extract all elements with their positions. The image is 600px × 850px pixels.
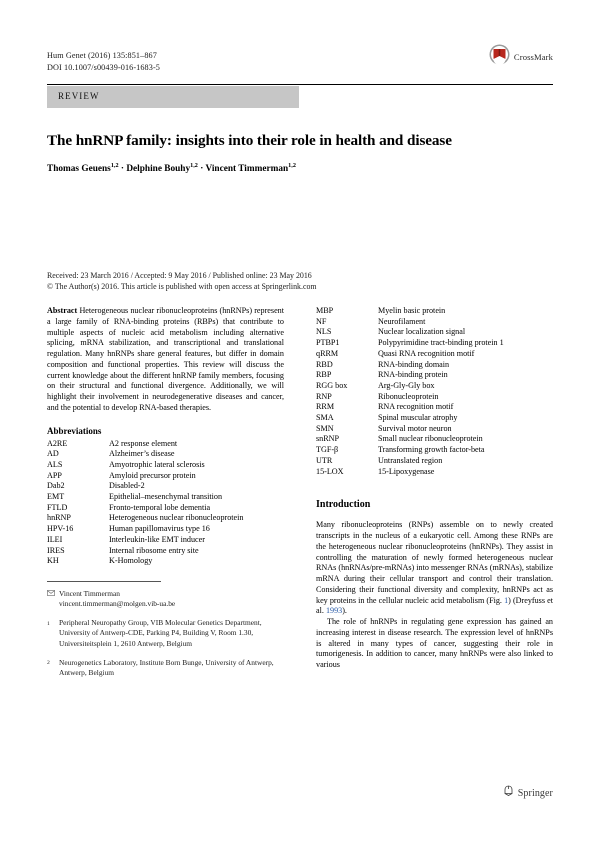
affiliation-entry <box>47 658 284 678</box>
table-row <box>316 445 553 456</box>
author-separator: · <box>200 164 204 174</box>
table-row <box>47 503 284 514</box>
abbr-key: RGG box <box>316 380 348 390</box>
abbr-value: Epithelial–mesenchymal transition <box>109 492 223 502</box>
author-affiliation-marker: 1,2 <box>288 161 296 169</box>
table-row <box>47 556 284 567</box>
abbr-value: Small nuclear ribonucleoprotein <box>378 434 483 444</box>
intro-p1-text-b: ) (Dreyfuss et al. <box>316 595 553 616</box>
author-separator: · <box>120 164 124 174</box>
author-name: Delphine Bouhy <box>126 164 191 174</box>
table-row <box>316 338 553 349</box>
abbr-value: Human papillomavirus type 16 <box>109 524 210 534</box>
publisher-logo <box>503 784 553 802</box>
table-row <box>47 535 284 546</box>
publication-dates <box>47 270 557 292</box>
springer-logo-icon <box>503 784 514 802</box>
article-type-banner <box>47 86 299 108</box>
abbr-value: Quasi RNA recognition motif <box>378 348 475 358</box>
abbr-value: RNA-binding domain <box>378 359 450 369</box>
abbr-value: Arg-Gly-Gly box <box>378 380 435 390</box>
abbr-key: IRES <box>47 545 65 555</box>
publisher-name: Springer <box>517 787 553 799</box>
introduction-heading: Introduction <box>316 499 371 511</box>
envelope-icon <box>47 589 55 599</box>
table-row <box>47 546 284 557</box>
corresponding-author <box>47 589 284 599</box>
table-row <box>47 439 284 450</box>
abbr-key: RRM <box>316 402 335 412</box>
journal-doi: DOI 10.1007/s00439-016-1683-5 <box>47 62 160 72</box>
abbr-key: NLS <box>316 327 332 337</box>
left-column <box>47 306 284 678</box>
abbr-value: Disabled-2 <box>109 481 145 491</box>
table-row <box>316 424 553 435</box>
author-affiliation-marker: 1,2 <box>190 161 198 169</box>
abbr-key: NF <box>316 316 327 326</box>
abbr-key: ILEI <box>47 534 63 544</box>
abbreviations-right-body <box>316 306 553 477</box>
abbr-key: qRRM <box>316 348 339 358</box>
abbr-value: Nuclear localization signal <box>378 327 466 337</box>
table-row <box>316 434 553 445</box>
table-row <box>316 381 553 392</box>
abbr-value: Heterogeneous nuclear ribonucleoprotein <box>109 513 244 523</box>
crossmark-icon <box>489 44 510 70</box>
table-row <box>316 327 553 338</box>
abbr-value: Neurofilament <box>378 316 426 326</box>
corresponding-author-name: Vincent Timmerman <box>59 588 120 598</box>
table-row <box>47 460 284 471</box>
author-name: Thomas Geuens <box>47 164 111 174</box>
abbr-key: RBD <box>316 359 333 369</box>
author-affiliation-marker: 1,2 <box>110 161 119 169</box>
article-type-label: REVIEW <box>58 91 100 101</box>
crossmark-badge[interactable] <box>489 44 553 70</box>
abbr-key: RNP <box>316 391 332 401</box>
abbr-key: KH <box>47 556 59 566</box>
abbr-value: A2 response element <box>109 438 178 448</box>
journal-reference <box>47 50 553 73</box>
abbr-key: HPV-16 <box>47 524 74 534</box>
author-name: Vincent Timmerman <box>205 164 289 174</box>
page-title: The hnRNP family: insights into their role in health and disease <box>47 132 452 149</box>
introduction-paragraph-1 <box>316 520 553 617</box>
abbr-key: RBP <box>316 370 332 380</box>
table-row <box>47 513 284 524</box>
table-row <box>316 370 553 381</box>
abbr-key: A2RE <box>47 438 68 448</box>
abbr-value: Amyloid precursor protein <box>109 470 196 480</box>
table-row <box>316 392 553 403</box>
correspondence-block <box>47 589 284 678</box>
abbr-key: AD <box>47 449 59 459</box>
abbr-value: RNA recognition motif <box>378 402 454 412</box>
corresponding-author-email[interactable]: vincent.timmerman@molgen.vib-ua.be <box>59 598 176 608</box>
abbr-value: Alzheimer’s disease <box>109 449 175 459</box>
table-row <box>316 467 553 478</box>
copyright-line: © The Author(s) 2016. This article is published with open access at Springerlink.com <box>47 282 317 291</box>
table-row <box>316 349 553 360</box>
table-row <box>316 360 553 371</box>
abbr-value: Myelin basic protein <box>378 306 446 315</box>
table-row <box>47 471 284 482</box>
abbr-value: Spinal muscular atrophy <box>378 413 458 423</box>
affiliation-number: 2 <box>47 660 50 667</box>
abbr-key: SMN <box>316 423 334 433</box>
abbreviations-table-right <box>316 306 553 477</box>
abbr-key: ALS <box>47 459 63 469</box>
abstract-block <box>47 306 284 414</box>
abbr-value: Polypyrimidine tract-binding protein 1 <box>378 338 504 348</box>
abbr-value: Interleukin-like EMT inducer <box>109 534 205 544</box>
abbr-value: Internal ribosome entry site <box>109 545 199 555</box>
abbr-key: snRNP <box>316 434 340 444</box>
abbreviations-left-body <box>47 439 284 567</box>
table-row <box>316 317 553 328</box>
abbr-value: 15-Lipoxygenase <box>378 466 435 476</box>
abbr-key: 15-LOX <box>316 466 344 476</box>
header-divider <box>47 84 553 85</box>
abbr-value: Survival motor neuron <box>378 423 452 433</box>
table-row <box>316 306 553 317</box>
abbr-value: Untranslated region <box>378 455 443 465</box>
affiliation-text: Peripheral Neuropathy Group, VIB Molecular Genetics Department, University of Antwerp-CDE, Parking P4, Building V, Room 1.30, Universiteitsplein 1, 2610 Antwerp, Belgium <box>59 618 262 648</box>
affiliation-entry <box>47 618 284 649</box>
abbr-value: Transforming growth factor-beta <box>378 445 485 455</box>
abbr-key: MBP <box>316 306 334 315</box>
table-row <box>47 524 284 535</box>
table-row <box>47 449 284 460</box>
page-header <box>47 50 553 73</box>
abbr-key: SMA <box>316 413 334 423</box>
abbr-key: FTLD <box>47 502 68 512</box>
abbr-key: TGF-β <box>316 445 339 455</box>
abbreviations-table-left <box>47 439 284 567</box>
abbr-value: Fronto-temporal lobe dementia <box>109 502 211 512</box>
abbr-key: UTR <box>316 455 333 465</box>
table-row <box>316 456 553 467</box>
abbr-value: RNA-binding protein <box>378 370 448 380</box>
abbr-key: EMT <box>47 492 65 502</box>
crossmark-label: CrossMark <box>513 52 553 62</box>
table-row <box>47 492 284 503</box>
table-row <box>316 402 553 413</box>
abstract-text: Heterogeneous nuclear ribonucleoproteins (hnRNPs) represent a large family of RNA-binding proteins (RBPs) that contribute to multiple aspects of nucleic acid metabolism including alternative splicing, mRNA stabilization, and transcriptional and translational regulation. Many hnRNPs share general features, but differ in domain composition and functional properties. This review will discuss the current knowledge about the different hnRNP family members, focusing on their structural and functional divergence. Additionally, we will highlight their involvement in neurodegenerative diseases and cancer, and the potential to develop RNA-based therapies. <box>47 306 284 412</box>
affiliation-text: Neurogenetics Laboratory, Institute Born Bunge, University of Antwerp, Antwerp, Belgium <box>59 657 274 677</box>
abbr-value: Amyotrophic lateral sclerosis <box>109 459 205 469</box>
introduction-paragraph-2: The role of hnRNPs in regulating gene expression has gained an increasing interest in disease research. The expression level of hnRNPs is altered in many types of cancer, suggesting their role in tumorigenesis. In addition to cancer, many hnRNPs were also linked to various <box>316 617 553 669</box>
abbr-key: Dab2 <box>47 481 65 491</box>
table-row <box>316 413 553 424</box>
received-accepted-line: Received: 23 March 2016 / Accepted: 9 May 2016 / Published online: 23 May 2016 <box>47 271 312 280</box>
affiliation-number: 1 <box>47 620 50 627</box>
journal-citation: Hum Genet (2016) 135:851–867 <box>47 51 157 60</box>
abstract-label: Abstract <box>47 306 78 315</box>
abbr-key: PTBP1 <box>316 338 340 348</box>
correspondence-divider <box>47 581 161 582</box>
abbr-key: APP <box>47 470 62 480</box>
right-column <box>316 306 553 671</box>
abbr-key: hnRNP <box>47 513 71 523</box>
table-row <box>47 481 284 492</box>
intro-p1-text-c: ). <box>342 606 347 616</box>
intro-p1-text-a: Many ribonucleoproteins (RNPs) assemble on to newly created transcripts in the nucleus of a eukaryotic cell. Among these RNPs are the heterogeneous nuclear ribonucleoproteins (hnRNPs). They assist in controlling the maturation of newly formed heterogeneous nuclear RNAs (hnRNAs/pre-mRNAs) into messenger RNAs (mRNAs), stabilize mRNA during their cellular transport and control their translation. Considering their functional diversity and complexity, hnRNPs act as key proteins in the cellular nucleic acid metabolism (Fig. <box>316 520 553 605</box>
author-list <box>47 161 557 174</box>
abbreviations-heading: Abbreviations <box>47 425 102 436</box>
figure-link[interactable]: 1 <box>504 595 509 605</box>
abbr-value: Ribonucleoprotein <box>378 391 439 401</box>
citation-link[interactable]: 1993 <box>325 606 343 616</box>
abbr-value: K-Homology <box>109 556 153 566</box>
